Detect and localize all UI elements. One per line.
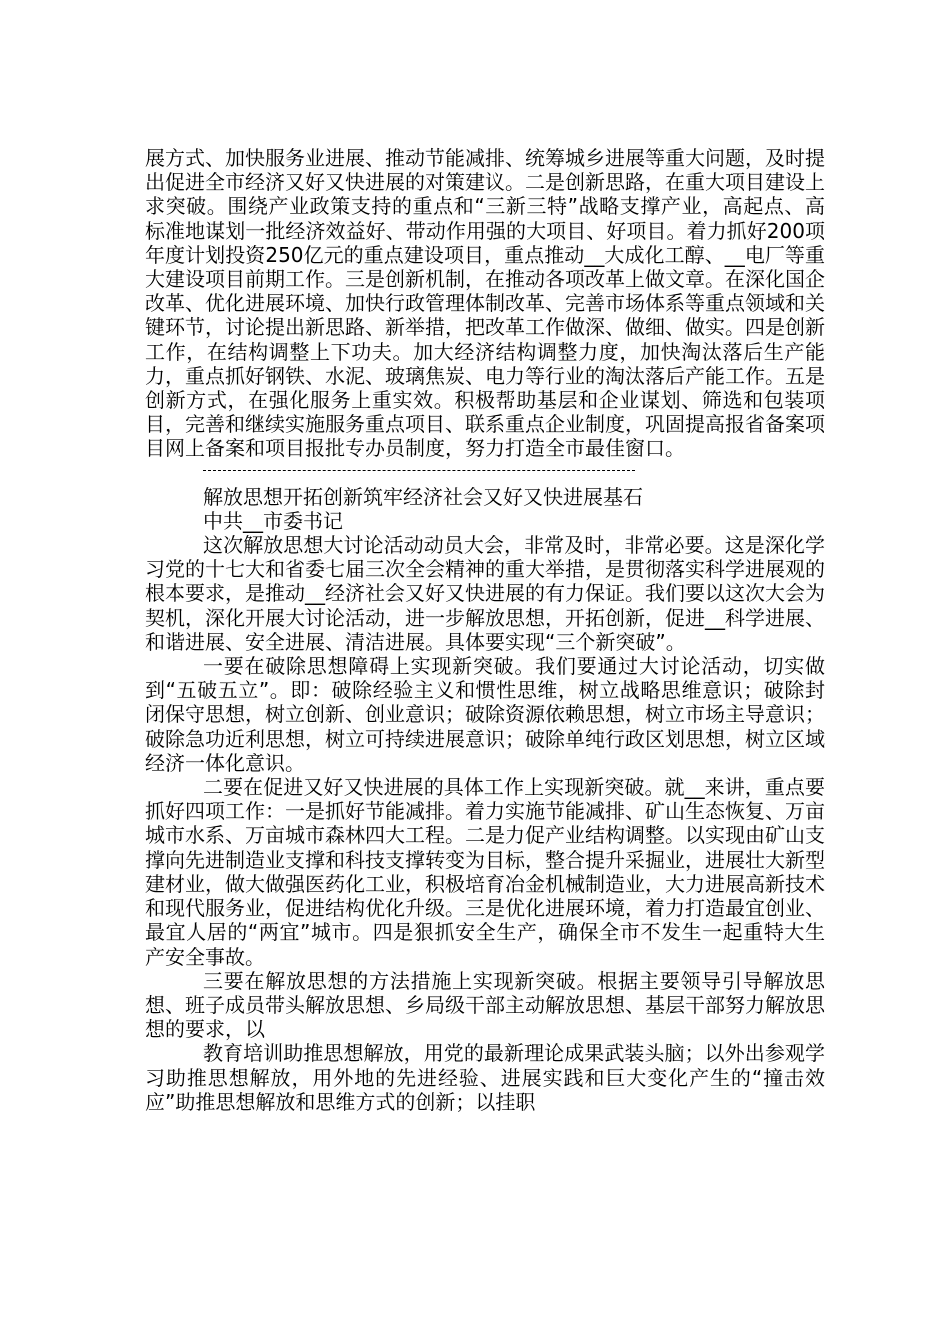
body-paragraph-4: 三要在解放思想的方法措施上实现新突破。根据主要领导引导解放思想、班子成员带头解放思想、乡局级干部主动解放思想、基层干部努力解放思想的要求，以 bbox=[145, 968, 825, 1042]
dashed-separator bbox=[145, 461, 825, 485]
body-paragraph-2: 一要在破除思想障碍上实现新突破。我们要通过大讨论活动，切实做到“五破五立”。即：破除经验主义和惯性思维，树立战略思维意识；破除封闭保守思想，树立创新、创业意识；破除资源依赖思想，树立市场主导意识；破除急功近利思想，树立可持续进展意识；破除单纯行政区划思想，树立区域经济一体化意识。 bbox=[145, 654, 825, 775]
body-paragraph-5: 教育培训助推思想解放，用党的最新理论成果武装头脑；以外出参观学习助推思想解放，用外地的先进经验、进展实践和巨大变化产生的“撞击效应”助推思想解放和思维方式的创新；以挂职 bbox=[145, 1041, 825, 1114]
body-paragraph-3: 二要在促进又好又快进展的具体工作上实现新突破。就__来讲，重点要抓好四项工作：一是抓好节能减排。着力实施节能减排、矿山生态恢复、万亩城市水系、万亩城市森林四大工程。二是力促产业结构调整。以实现由矿山支撑向先进制造业支撑和科技支撑转变为目标，整合提升采掘业，进展壮大新型建材业，做大做强医药化工业，积极培育冶金机械制造业，大力进展高新技术和现代服务业，促进结构优化升级。三是优化进展环境，着力打造最宜创业、最宜人居的“两宜”城市。四是狠抓安全生产，确保全市不发生一起重特大生产安全事故。 bbox=[145, 775, 825, 969]
body-paragraph-1: 这次解放思想大讨论活动动员大会，非常及时，非常必要。这是深化学习党的十七大和省委七届三次全会精神的重大举措，是贯彻落实科学进展观的根本要求，是推动__经济社会又好又快进展的有力保证。我们要以这次大会为契机，深化开展大讨论活动，进一步解放思想，开拓创新，促进__科学进展、和谐进展、安全进展、清洁进展。具体要实现“三个新突破”。 bbox=[145, 533, 825, 654]
intro-paragraph: 展方式、加快服务业进展、推动节能减排、统筹城乡进展等重大问题，及时提出促进全市经济又好又快进展的对策建议。二是创新思路，在重大项目建设上求突破。围绕产业政策支持的重点和“三新三特”战略支撑产业，高起点、高标准地谋划一批经济效益好、带动作用强的大项目、好项目。着力抓好200项年度计划投资250亿元的重点建设项目，重点推动__大成化工醇、__电厂等重大建设项目前期工作。三是创新机制，在推动各项改革上做文章。在深化国企改革、优化进展环境、加快行政管理体制改革、完善市场体系等重点领域和关键环节，讨论提出新思路、新举措，把改革工作做深、做细、做实。四是创新工作，在结构调整上下功夫。加大经济结构调整力度，加快淘汰落后生产能力，重点抓好钢铁、水泥、玻璃焦炭、电力等行业的淘汰落后产能工作。五是创新方式，在强化服务上重实效。积极帮助基层和企业谋划、筛选和包装项目，完善和继续实施服务重点项目、联系重点企业制度，巩固提高报省备案项目网上备案和项目报批专办员制度，努力打造全市最佳窗口。 bbox=[145, 146, 825, 461]
document-page bbox=[145, 146, 825, 1114]
article-title: 解放思想开拓创新筑牢经济社会又好又快进展基石 bbox=[203, 484, 643, 509]
separator-line bbox=[203, 470, 635, 471]
article-author: 中共__市委书记 bbox=[203, 508, 343, 533]
